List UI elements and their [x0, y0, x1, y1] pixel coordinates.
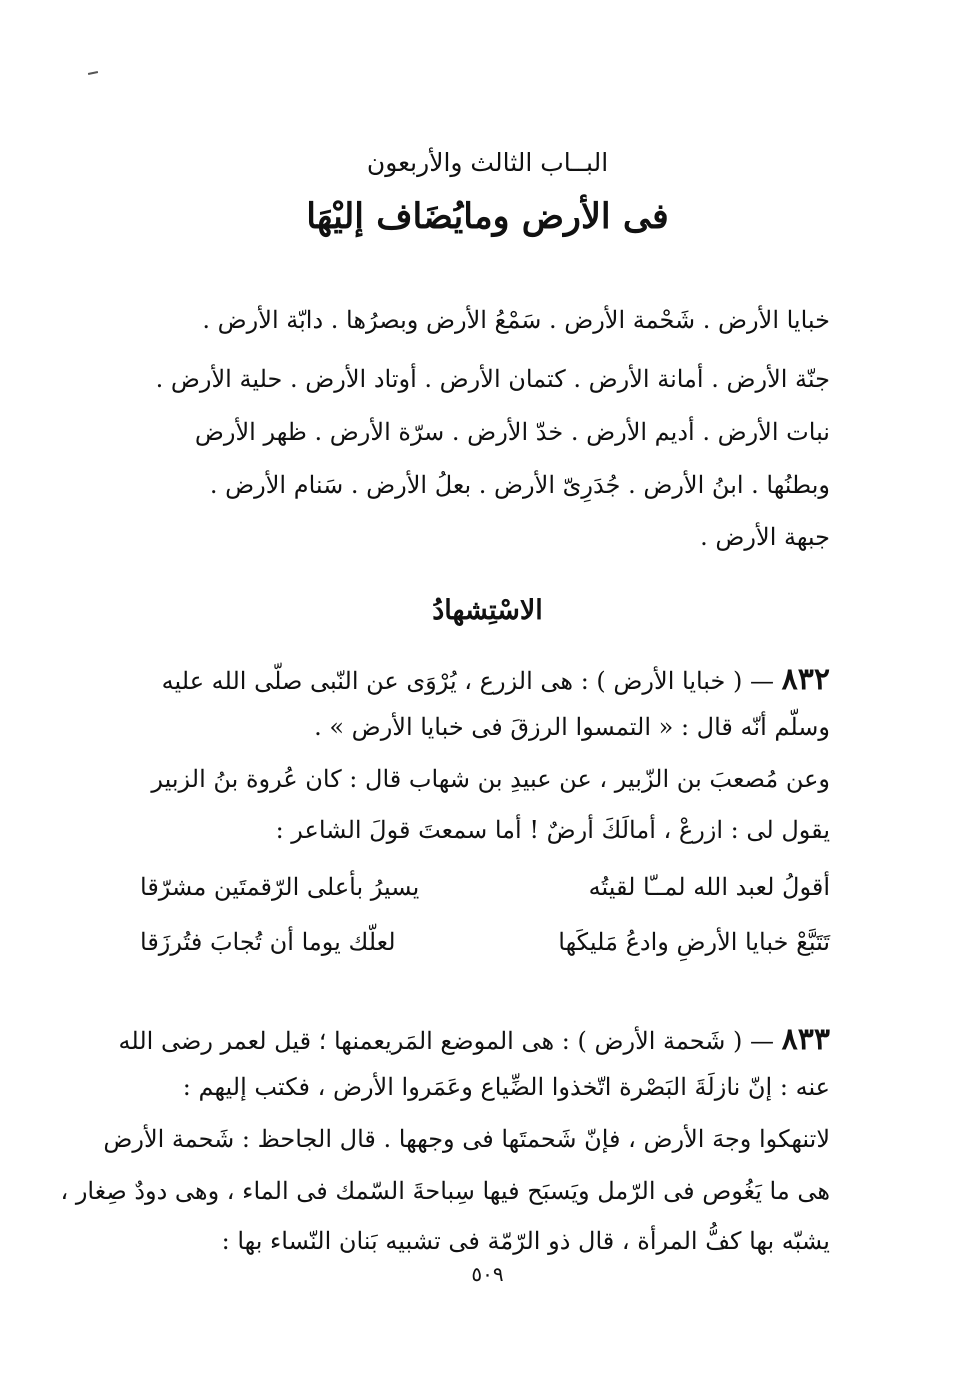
- entry-832-line: يقول لى : ازرعْ ، أمالَكَ أرضٌ ! أما سمعتَ قولَ الشاعر :: [275, 816, 830, 844]
- entry-833-line: يشبّه بها كفُّ المرأة ، قال ذو الرّمّة فى تشبيه بَنان النّساء بها :: [221, 1227, 830, 1255]
- entry-number: ٨٣٣: [781, 1022, 830, 1057]
- verse-hemistich: لعلّك يوما أن تُجابَ فتُرزَقا: [140, 928, 396, 956]
- verse-line: [140, 873, 830, 901]
- intro-line: جبهة الأرض .: [700, 523, 830, 551]
- entry-833-line: عنه : إنّ نازلَةَ البَصْرة اتّخذوا الضِّياع وعَمَروا الأرض ، فكتب إليهم :: [182, 1073, 830, 1101]
- entry-832-line: وعن مُصعبَ بن الزّبير ، عن عبيدِ بن شهاب قال : كان عُروة بنُ الزبير: [151, 765, 830, 793]
- verse-line: [140, 928, 830, 956]
- entry-833-line: لاتنهكوا وجهَ الأرض ، فإنّ شَحمتَها فى وجهها . قال الجاحظ : شَحمة الأرض: [103, 1125, 830, 1153]
- entry-832-line: وسلّم أنّه قال : « التمسوا الرزقَ فى خبايا الأرض » .: [314, 713, 830, 741]
- intro-line: جنّة الأرض . أمانة الأرض . كتمان الأرض . أوتاد الأرض . حلية الأرض .: [155, 365, 830, 393]
- intro-line: وبطنُها . ابنُ الأرض . جُدَرِىّ الأرض . بعلُ الأرض . سَنام الأرض .: [209, 471, 830, 499]
- entry-833-line: هى ما يَغُوص فى الرّمل ويَسبَح فيها سِباحةَ السّمك فى الماء ، وهى دودٌ صِغار ،: [60, 1177, 830, 1205]
- chapter-label: البــاب الثالث والأربعون: [366, 148, 609, 177]
- chapter-title: فى الأرض ومايُضَاف إليْهَا: [306, 196, 669, 237]
- page-number: ٥٠٩: [471, 1262, 504, 1286]
- entry-text: — ( خبايا الأرض ) : هى الزرع ، يُرْوَى عن النّبى صلّى الله عليه: [161, 667, 775, 695]
- verse-hemistich: أقولُ لعبد الله لمــّا لقيتُه: [588, 873, 830, 901]
- ink-mark: [88, 71, 98, 75]
- entry-number: ٨٣٢: [781, 662, 830, 697]
- intro-line: خبايا الأرض . شَحْمة الأرض . سَمْعُ الأرض وبصرُها . دابّة الأرض .: [202, 306, 830, 334]
- verse-hemistich: يسيرُ بأعلى الرّقمتَين مشرّقا: [140, 873, 420, 901]
- intro-line: نبات الأرض . أديم الأرض . خدّ الأرض . سرّة الأرض . ظهر الأرض: [194, 418, 830, 446]
- entry-833-line: [118, 1020, 830, 1059]
- section-heading: الاسْتِشهادُ: [432, 595, 543, 626]
- verse-hemistich: تَتَبَّعْ خبايا الأرضِ وادعُ مَليكَها: [558, 928, 830, 956]
- entry-text: — ( شَحمة الأرض ) : هى الموضع المَريعمنها ؛ قيل لعمر رضى الله: [118, 1027, 775, 1055]
- entry-832-line: [140, 660, 830, 699]
